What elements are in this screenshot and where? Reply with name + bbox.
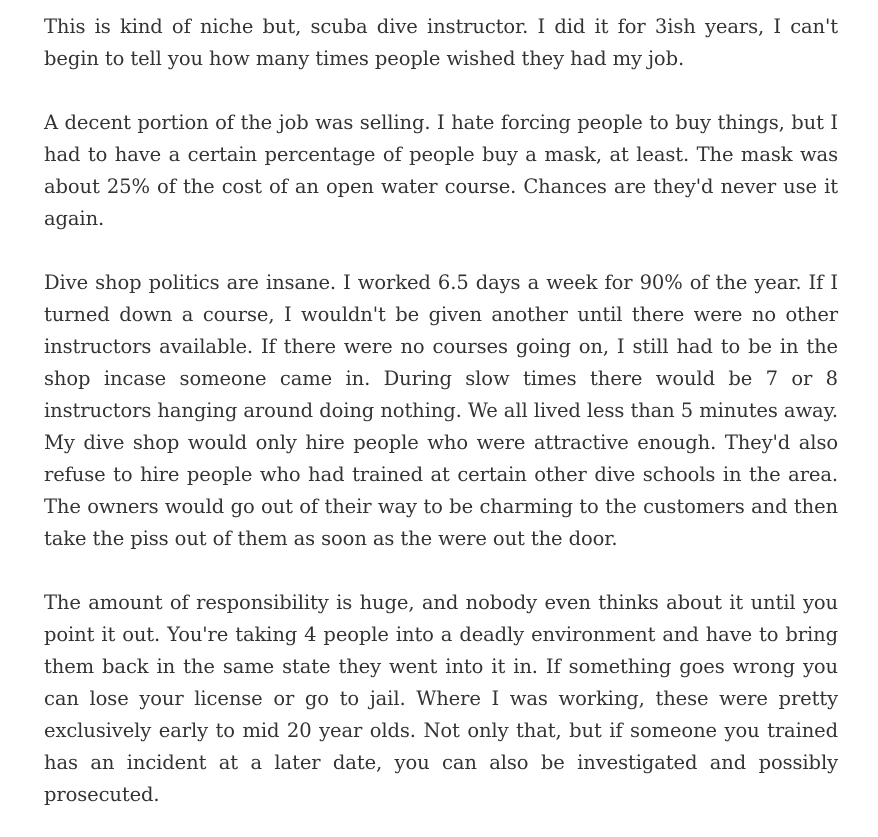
- paragraph-3: Dive shop politics are insane. I worked 6.5 days a week for 90% of the year. If I turned down a course, I wouldn't be given another until there were no other instructors available. If there were no courses going on, I still had to be in the shop incase someone came in. During slow times there would be 7 or 8 instructors hanging around doing nothing. We all lived less than 5 minutes away. My dive shop would only hire people who were attractive enough. They'd also refuse to hire people who had trained at certain other dive schools in the area. The owners would go out of their way to be charming to the customers and then take the piss out of them as soon as the were out the door.: [44, 271, 838, 550]
- paragraph-1: This is kind of niche but, scuba dive instructor. I did it for 3ish years, I can't begin to tell you how many times people wished they had my job.: [44, 15, 838, 70]
- paragraph-4: The amount of responsibility is huge, and nobody even thinks about it until you point it out. You're taking 4 people into a deadly environment and have to bring them back in the same state they went into it in. If something goes wrong you can lose your license or go to jail. Where I was working, these were pretty exclusively early to mid 20 year olds. Not only that, but if someone you trained has an incident at a later date, you can also be investigated and possibly prosecuted.: [44, 591, 838, 806]
- paragraph-2: A decent portion of the job was selling. I hate forcing people to buy things, but I had to have a certain percentage of people buy a mask, at least. The mask was about 25% of the cost of an open water course. Chances are they'd never use it again.: [44, 111, 838, 230]
